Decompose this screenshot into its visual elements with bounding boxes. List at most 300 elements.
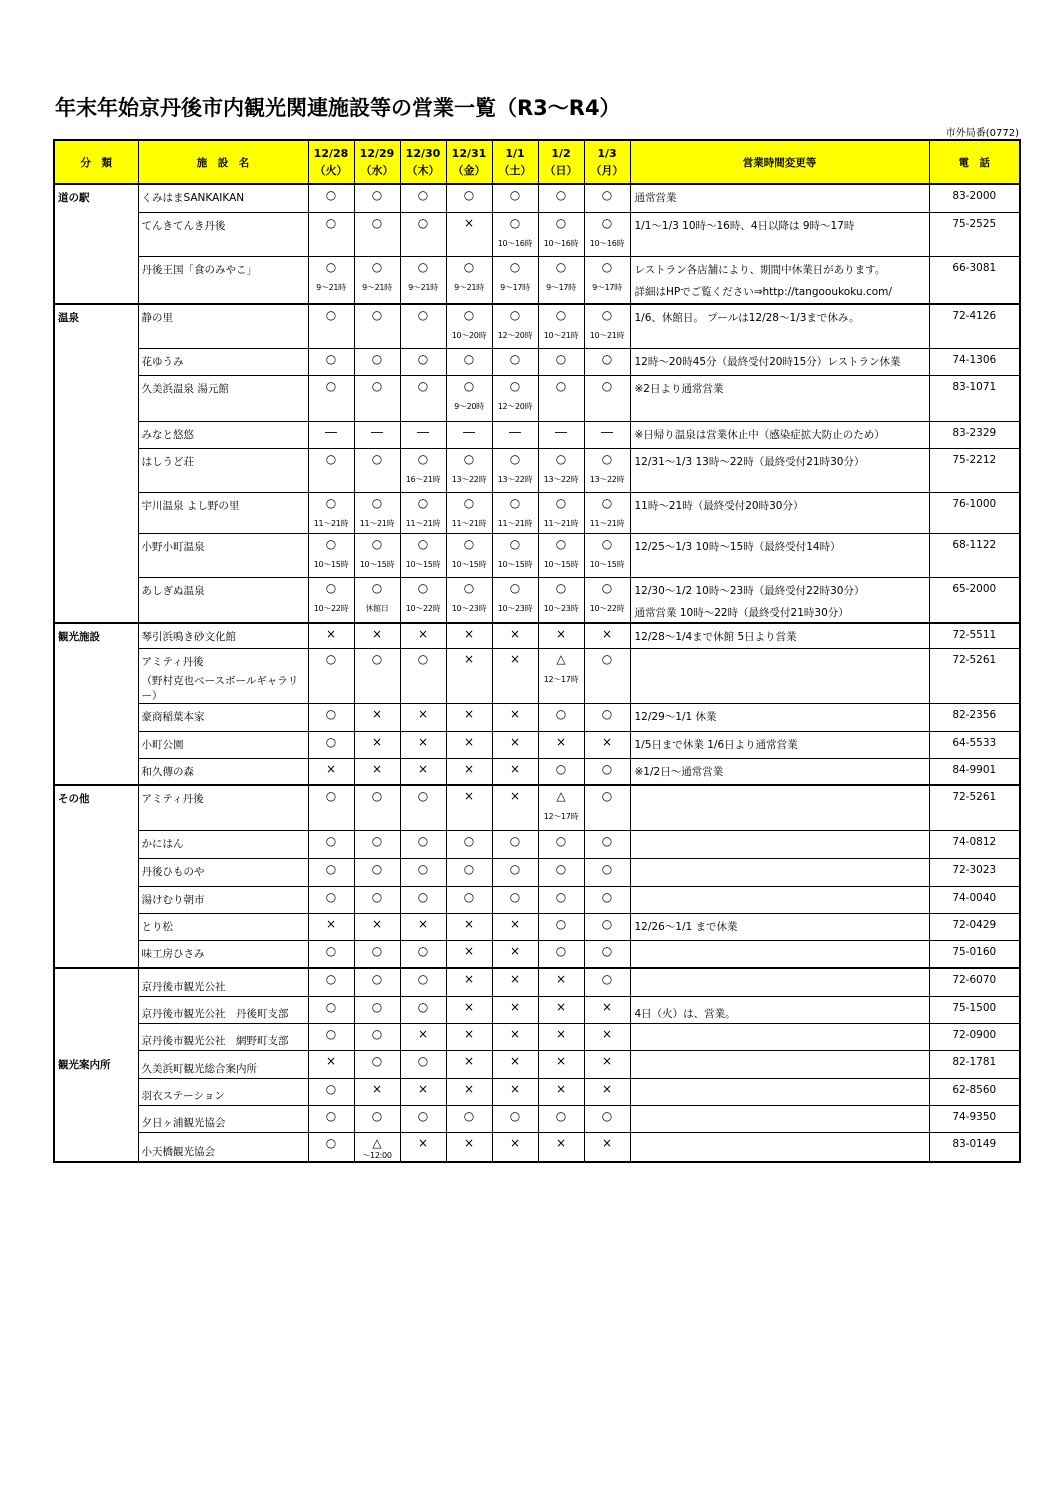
- facility-name: アミティ丹後: [138, 785, 308, 830]
- facility-name: 和久傳の森: [138, 758, 308, 785]
- status-cell: ○: [492, 348, 538, 375]
- facility-name: 宇川温泉 よし野の里: [138, 492, 308, 533]
- status-cell: ○: [308, 1132, 354, 1162]
- status-cell: ○: [354, 375, 400, 421]
- table-row: [54, 1078, 1020, 1105]
- status-cell: ○: [354, 304, 400, 348]
- status-cell: ×: [492, 758, 538, 785]
- table-row: [54, 758, 1020, 785]
- status-cell: ○: [446, 886, 492, 913]
- status-cell: ×: [538, 623, 584, 648]
- status-cell: ×: [538, 1078, 584, 1105]
- status-cell: ○ 10～16時: [584, 212, 630, 256]
- status-cell: ○: [400, 858, 446, 886]
- status-cell: ○: [354, 448, 400, 492]
- status-cell: ○ 11～21時: [354, 492, 400, 533]
- status-cell: ○: [354, 1105, 400, 1132]
- notes-cell: [630, 1132, 929, 1162]
- facility-name: あしぎぬ温泉: [138, 577, 308, 623]
- table-row: [54, 1105, 1020, 1132]
- notes-cell: [630, 1105, 929, 1132]
- status-cell: ×: [446, 996, 492, 1023]
- facility-name: 夕日ヶ浦観光協会: [138, 1105, 308, 1132]
- header-category: 分 類: [54, 140, 138, 184]
- status-cell: ○ 9～21時: [400, 256, 446, 304]
- notes-cell: 12/28～1/4まで休館 5日より営業: [630, 623, 929, 648]
- status-cell: ×: [584, 731, 630, 758]
- phone-cell: 65-2000: [929, 577, 1020, 623]
- status-cell: ×: [354, 913, 400, 940]
- table-row: [54, 1132, 1020, 1162]
- status-cell: ○: [308, 858, 354, 886]
- status-cell: ○ 10～15時: [492, 533, 538, 577]
- status-cell: ―: [538, 421, 584, 448]
- phone-cell: 66-3081: [929, 256, 1020, 304]
- notes-cell: 12時～20時45分（最終受付20時15分）レストラン休業: [630, 348, 929, 375]
- status-cell: ○: [308, 940, 354, 968]
- status-cell: ×: [538, 1050, 584, 1078]
- phone-cell: 68-1122: [929, 533, 1020, 577]
- status-cell: ○: [400, 996, 446, 1023]
- notes-cell: 1/6、休館日。 プールは12/28～1/3まで休み。: [630, 304, 929, 348]
- phone-cell: 74-0812: [929, 830, 1020, 858]
- table-row: [54, 448, 1020, 492]
- phone-cell: 74-1306: [929, 348, 1020, 375]
- table-row: [54, 348, 1020, 375]
- facility-name: 京丹後市観光公社 網野町支部: [138, 1023, 308, 1050]
- table-row: [54, 648, 1020, 703]
- status-cell: ○: [400, 184, 446, 212]
- business-hours-table: [53, 139, 1021, 1163]
- status-cell: △ 12～17時: [538, 648, 584, 703]
- facility-name: かにはん: [138, 830, 308, 858]
- status-cell: ○: [308, 375, 354, 421]
- status-cell: ×: [308, 623, 354, 648]
- status-cell: ―: [446, 421, 492, 448]
- status-cell: ○: [584, 968, 630, 996]
- status-cell: ○: [492, 830, 538, 858]
- status-cell: ×: [492, 968, 538, 996]
- status-cell: ○: [354, 212, 400, 256]
- facility-name: 静の里: [138, 304, 308, 348]
- phone-cell: 83-2000: [929, 184, 1020, 212]
- status-cell: ×: [446, 913, 492, 940]
- status-cell: ○ 10～22時: [584, 577, 630, 623]
- header-date: 12/29 （水）: [354, 140, 400, 184]
- notes-cell: 12/31～1/3 13時～22時（最終受付21時30分）: [630, 448, 929, 492]
- status-cell: ○: [354, 830, 400, 858]
- status-cell: ×: [492, 703, 538, 731]
- facility-name: 小町公園: [138, 731, 308, 758]
- status-cell: ○ 9～17時: [538, 256, 584, 304]
- status-cell: ×: [538, 1023, 584, 1050]
- status-cell: ○: [538, 375, 584, 421]
- status-cell: ○: [584, 758, 630, 785]
- phone-cell: 72-0429: [929, 913, 1020, 940]
- notes-cell: [630, 648, 929, 703]
- facility-name: 小野小町温泉: [138, 533, 308, 577]
- table-row: [54, 533, 1020, 577]
- table-row: [54, 968, 1020, 996]
- phone-cell: 72-3023: [929, 858, 1020, 886]
- status-cell: ○: [538, 940, 584, 968]
- notes-cell: ※1/2日～通常営業: [630, 758, 929, 785]
- table-row: [54, 256, 1020, 304]
- status-cell: ○: [538, 830, 584, 858]
- notes-cell: 12/25～1/3 10時～15時（最終受付14時）: [630, 533, 929, 577]
- header-date: 1/3 （月）: [584, 140, 630, 184]
- area-code-label: 市外局番(0772): [945, 128, 1019, 139]
- status-cell: ○ 9～21時: [308, 256, 354, 304]
- status-cell: ○ 13～22時: [538, 448, 584, 492]
- status-cell: ○: [446, 858, 492, 886]
- status-cell: ○ 16～21時: [400, 448, 446, 492]
- status-cell: ×: [538, 968, 584, 996]
- header-date: 1/1 （土）: [492, 140, 538, 184]
- status-cell: ×: [446, 212, 492, 256]
- status-cell: ○: [538, 758, 584, 785]
- facility-name: アミティ丹後 （野村克也ベースボールギャラリー）: [138, 648, 308, 703]
- notes-cell: [630, 1050, 929, 1078]
- status-cell: ○: [400, 968, 446, 996]
- status-cell: ○: [308, 648, 354, 703]
- status-cell: ×: [308, 758, 354, 785]
- status-cell: ×: [492, 913, 538, 940]
- category-cell: 観光案内所: [54, 968, 138, 1162]
- category-cell: 温泉: [54, 304, 138, 623]
- status-cell: ○: [354, 858, 400, 886]
- notes-cell: 12/29～1/1 休業: [630, 703, 929, 731]
- status-cell: ○ 10～16時: [492, 212, 538, 256]
- status-cell: ×: [584, 1023, 630, 1050]
- status-cell: ×: [446, 703, 492, 731]
- status-cell: ○: [538, 348, 584, 375]
- facility-name: 豪商稲葉本家: [138, 703, 308, 731]
- status-cell: ○ 9～17時: [584, 256, 630, 304]
- status-cell: ○: [538, 886, 584, 913]
- status-cell: ○ 10～22時: [400, 577, 446, 623]
- status-cell: ○: [584, 940, 630, 968]
- status-cell: ○ 10～20時: [446, 304, 492, 348]
- table-row: [54, 623, 1020, 648]
- category-cell: その他: [54, 785, 138, 968]
- status-cell: ○: [308, 886, 354, 913]
- status-cell: ○: [308, 830, 354, 858]
- header-date: 12/31 （金）: [446, 140, 492, 184]
- status-cell: ○ 13～22時: [446, 448, 492, 492]
- notes-cell: [630, 858, 929, 886]
- status-cell: ○ 9～20時: [446, 375, 492, 421]
- status-cell: ○ 10～23時: [538, 577, 584, 623]
- table-row: [54, 492, 1020, 533]
- status-cell: ×: [400, 1078, 446, 1105]
- facility-name: はしうど荘: [138, 448, 308, 492]
- phone-cell: 82-1781: [929, 1050, 1020, 1078]
- status-cell: ○: [400, 830, 446, 858]
- notes-cell: 12/30～1/2 10時～23時（最終受付22時30分） 通常営業 10時～22時（最終受付21時30分）: [630, 577, 929, 623]
- status-cell: ○: [446, 830, 492, 858]
- status-cell: ○: [354, 785, 400, 830]
- status-cell: ×: [584, 996, 630, 1023]
- status-cell: ×: [492, 731, 538, 758]
- status-cell: ○: [584, 648, 630, 703]
- table-row: [54, 212, 1020, 256]
- status-cell: ×: [354, 623, 400, 648]
- phone-cell: 75-0160: [929, 940, 1020, 968]
- phone-cell: 83-2329: [929, 421, 1020, 448]
- table-row: [54, 703, 1020, 731]
- status-cell: ○: [584, 858, 630, 886]
- status-cell: ○: [584, 913, 630, 940]
- status-cell: ○ 11～21時: [538, 492, 584, 533]
- facility-name: 羽衣ステーション: [138, 1078, 308, 1105]
- header-date: 12/28 （火）: [308, 140, 354, 184]
- table-row: [54, 913, 1020, 940]
- phone-cell: 72-5511: [929, 623, 1020, 648]
- phone-cell: 72-6070: [929, 968, 1020, 996]
- status-cell: ○: [400, 1105, 446, 1132]
- status-cell: ○: [492, 858, 538, 886]
- phone-cell: 72-4126: [929, 304, 1020, 348]
- status-cell: ×: [446, 648, 492, 703]
- status-cell: ○: [308, 448, 354, 492]
- status-cell: ×: [446, 1078, 492, 1105]
- status-cell: ○: [584, 830, 630, 858]
- status-cell: ×: [446, 1050, 492, 1078]
- notes-cell: ※2日より通常営業: [630, 375, 929, 421]
- notes-cell: [630, 886, 929, 913]
- status-cell: ×: [354, 1078, 400, 1105]
- status-cell: ○: [400, 1050, 446, 1078]
- status-cell: ○: [308, 1078, 354, 1105]
- facility-name: とり松: [138, 913, 308, 940]
- table-row: [54, 996, 1020, 1023]
- status-cell: ―: [308, 421, 354, 448]
- status-cell: ×: [446, 940, 492, 968]
- phone-cell: 74-0040: [929, 886, 1020, 913]
- status-cell: ○ 12～20時: [492, 304, 538, 348]
- status-cell: ×: [492, 940, 538, 968]
- status-cell: △ ～12:00: [354, 1132, 400, 1162]
- phone-cell: 82-2356: [929, 703, 1020, 731]
- status-cell: ○: [400, 785, 446, 830]
- status-cell: ×: [584, 1050, 630, 1078]
- status-cell: ○: [400, 648, 446, 703]
- status-cell: ○ 10～15時: [446, 533, 492, 577]
- status-cell: ×: [400, 913, 446, 940]
- status-cell: ○: [400, 212, 446, 256]
- status-cell: ○ 10～21時: [538, 304, 584, 348]
- phone-cell: 75-2212: [929, 448, 1020, 492]
- facility-name: 湯けむり朝市: [138, 886, 308, 913]
- facility-name: 花ゆうみ: [138, 348, 308, 375]
- status-cell: ○: [584, 785, 630, 830]
- header-row: [54, 140, 1020, 184]
- phone-cell: 83-0149: [929, 1132, 1020, 1162]
- status-cell: ○: [308, 348, 354, 375]
- status-cell: ○ 10～23時: [492, 577, 538, 623]
- status-cell: ○: [308, 996, 354, 1023]
- status-cell: ○: [308, 212, 354, 256]
- status-cell: ×: [538, 996, 584, 1023]
- status-cell: ×: [492, 1132, 538, 1162]
- status-cell: ○: [584, 184, 630, 212]
- notes-cell: 4日（火）は、営業。: [630, 996, 929, 1023]
- phone-cell: 74-9350: [929, 1105, 1020, 1132]
- table-body: [54, 184, 1020, 1162]
- status-cell: ○: [400, 375, 446, 421]
- status-cell: ○: [446, 1105, 492, 1132]
- status-cell: ○ 12～20時: [492, 375, 538, 421]
- table-row: [54, 830, 1020, 858]
- header-date: 1/2 （日）: [538, 140, 584, 184]
- status-cell: ○ 10～21時: [584, 304, 630, 348]
- status-cell: ○: [400, 940, 446, 968]
- status-cell: ×: [538, 1132, 584, 1162]
- facility-name: 久美浜温泉 湯元館: [138, 375, 308, 421]
- phone-cell: 75-2525: [929, 212, 1020, 256]
- header-date: 12/30 （木）: [400, 140, 446, 184]
- status-cell: ×: [354, 758, 400, 785]
- phone-cell: 72-0900: [929, 1023, 1020, 1050]
- status-cell: ×: [400, 758, 446, 785]
- facility-name: 小天橋観光協会: [138, 1132, 308, 1162]
- notes-cell: 12/26～1/1 まで休業: [630, 913, 929, 940]
- phone-cell: 62-8560: [929, 1078, 1020, 1105]
- status-cell: ○ 9～17時: [492, 256, 538, 304]
- status-cell: ○ 13～22時: [584, 448, 630, 492]
- phone-cell: 64-5533: [929, 731, 1020, 758]
- status-cell: ○: [308, 968, 354, 996]
- facility-name: みなと悠悠: [138, 421, 308, 448]
- status-cell: ○: [308, 785, 354, 830]
- status-cell: ○: [308, 703, 354, 731]
- facility-name: くみはまSANKAIKAN: [138, 184, 308, 212]
- status-cell: ×: [492, 1050, 538, 1078]
- status-cell: ○ 10～15時: [400, 533, 446, 577]
- facility-name: 久美浜町観光総合案内所: [138, 1050, 308, 1078]
- status-cell: ○: [584, 886, 630, 913]
- facility-name: 味工房ひさみ: [138, 940, 308, 968]
- category-cell: 道の駅: [54, 184, 138, 304]
- status-cell: ○ 10～15時: [354, 533, 400, 577]
- notes-cell: [630, 785, 929, 830]
- status-cell: ○: [308, 304, 354, 348]
- status-cell: ○: [354, 940, 400, 968]
- table-row: [54, 304, 1020, 348]
- phone-cell: 72-5261: [929, 785, 1020, 830]
- facility-name: 琴引浜鳴き砂文化館: [138, 623, 308, 648]
- status-cell: ○ 10～16時: [538, 212, 584, 256]
- status-cell: ×: [308, 913, 354, 940]
- facility-name: 丹後王国「食のみやこ」: [138, 256, 308, 304]
- status-cell: ×: [584, 623, 630, 648]
- status-cell: ○: [584, 348, 630, 375]
- status-cell: ×: [400, 731, 446, 758]
- status-cell: ―: [492, 421, 538, 448]
- status-cell: ×: [446, 968, 492, 996]
- status-cell: ○ 10～15時: [584, 533, 630, 577]
- status-cell: ×: [446, 1132, 492, 1162]
- status-cell: ○ 10～22時: [308, 577, 354, 623]
- status-cell: ○ 11～21時: [584, 492, 630, 533]
- status-cell: ○: [354, 1050, 400, 1078]
- header-facility: 施 設 名: [138, 140, 308, 184]
- status-cell: ○: [400, 886, 446, 913]
- status-cell: ×: [492, 1023, 538, 1050]
- facility-name: 丹後ひものや: [138, 858, 308, 886]
- header-phone: 電 話: [929, 140, 1020, 184]
- notes-cell: 1/5日まで休業 1/6日より通常営業: [630, 731, 929, 758]
- status-cell: ×: [492, 785, 538, 830]
- table-row: [54, 940, 1020, 968]
- status-cell: ○: [354, 1023, 400, 1050]
- status-cell: ×: [584, 1132, 630, 1162]
- status-cell: ○: [354, 968, 400, 996]
- status-cell: ×: [446, 785, 492, 830]
- status-cell: ×: [538, 731, 584, 758]
- status-cell: ○: [354, 348, 400, 375]
- facility-name: 京丹後市観光公社: [138, 968, 308, 996]
- phone-cell: 75-1500: [929, 996, 1020, 1023]
- facility-name: てんきてんき丹後: [138, 212, 308, 256]
- status-cell: ×: [446, 1023, 492, 1050]
- status-cell: ○ 11～21時: [400, 492, 446, 533]
- status-cell: ○ 10～15時: [308, 533, 354, 577]
- status-cell: ○: [400, 348, 446, 375]
- status-cell: ○: [308, 1023, 354, 1050]
- notes-cell: 1/1～1/3 10時～16時、4日以降は 9時～17時: [630, 212, 929, 256]
- status-cell: ○: [446, 348, 492, 375]
- status-cell: ×: [492, 996, 538, 1023]
- status-cell: ×: [400, 623, 446, 648]
- status-cell: ○ 9～21時: [354, 256, 400, 304]
- status-cell: ○: [400, 304, 446, 348]
- category-cell: 観光施設: [54, 623, 138, 785]
- status-cell: ○: [492, 1105, 538, 1132]
- phone-cell: 83-1071: [929, 375, 1020, 421]
- status-cell: ○: [538, 1105, 584, 1132]
- status-cell: ○ 11～21時: [446, 492, 492, 533]
- notes-cell: ※日帰り温泉は営業休止中（感染症拡大防止のため）: [630, 421, 929, 448]
- table-row: [54, 184, 1020, 212]
- table-row: [54, 731, 1020, 758]
- table-row: [54, 577, 1020, 623]
- status-cell: ○ 10～23時: [446, 577, 492, 623]
- status-cell: ―: [400, 421, 446, 448]
- status-cell: ○: [538, 703, 584, 731]
- table-row: [54, 1023, 1020, 1050]
- status-cell: ○ 13～22時: [492, 448, 538, 492]
- status-cell: ×: [400, 1132, 446, 1162]
- status-cell: ○: [538, 913, 584, 940]
- status-cell: ―: [354, 421, 400, 448]
- phone-cell: 76-1000: [929, 492, 1020, 533]
- status-cell: ○: [354, 886, 400, 913]
- status-cell: ○: [492, 184, 538, 212]
- table-row: [54, 858, 1020, 886]
- notes-cell: [630, 830, 929, 858]
- status-cell: ○: [308, 184, 354, 212]
- notes-cell: [630, 968, 929, 996]
- table-row: [54, 421, 1020, 448]
- status-cell: ×: [308, 1050, 354, 1078]
- status-cell: ○: [354, 996, 400, 1023]
- notes-cell: レストラン各店舗により、期間中休業日があります。 詳細はHPでご覧ください⇒http://tangooukoku.com/: [630, 256, 929, 304]
- status-cell: ×: [354, 703, 400, 731]
- status-cell: ○ 11～21時: [492, 492, 538, 533]
- status-cell: △ 12～17時: [538, 785, 584, 830]
